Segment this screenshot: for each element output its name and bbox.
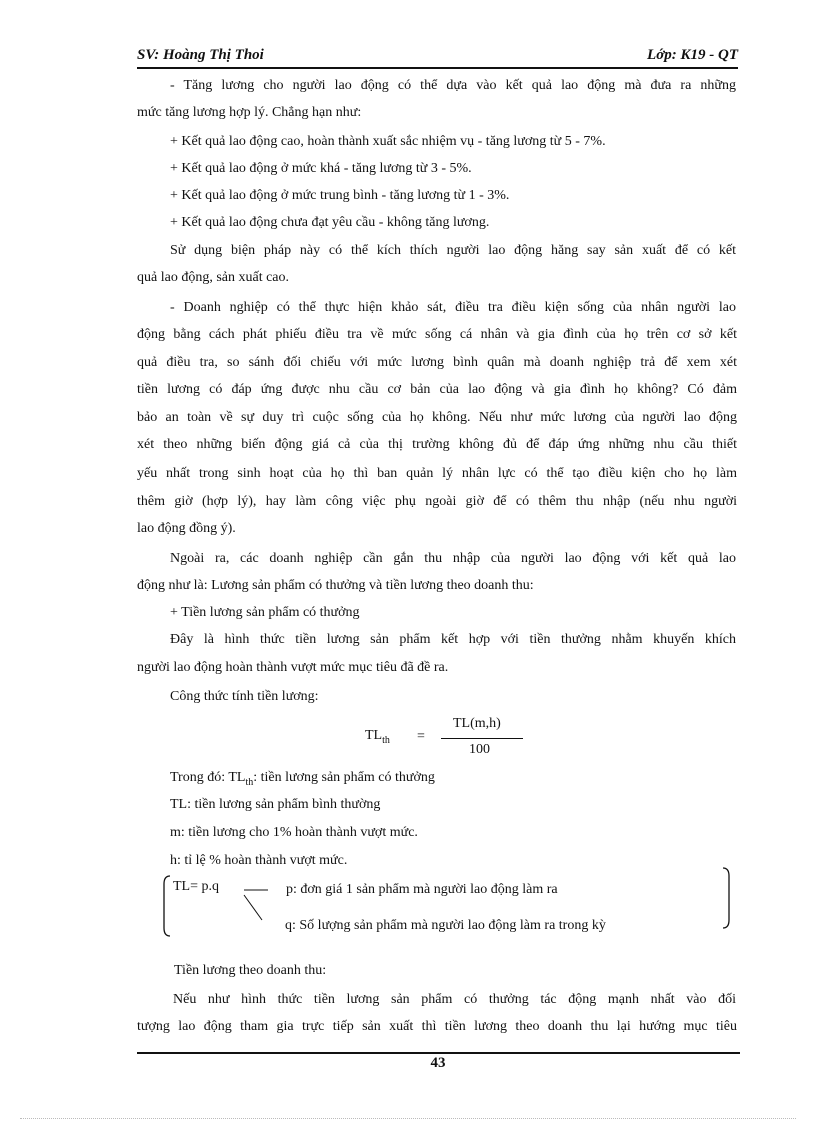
class-label: Lớp: K19 - QT (647, 47, 738, 63)
paragraph-line: bảo an toàn về sự duy trì cuộc sống của họ không. Nếu như mức lương của người lao động (137, 410, 737, 425)
student-name: SV: Hoàng Thị Thoi (137, 47, 264, 63)
paragraph-line: tiền lương có đáp ứng được nhu cầu cơ bản của lao động và gia đình họ không? Có đảm (137, 382, 737, 397)
paragraph-line: lao động đồng ý). (137, 521, 236, 536)
p-definition: p: đơn giá 1 sản phẩm mà người lao động làm ra (286, 882, 558, 897)
definition-line: m: tiền lương cho 1% hoàn thành vượt mức. (170, 825, 418, 840)
paragraph-line: người lao động hoàn thành vượt mức mục tiêu đã đề ra. (137, 660, 449, 675)
paragraph-line: - Tăng lương cho người lao động có thể dựa vào kết quả lao động mà đưa ra những (170, 78, 736, 93)
definition-line: h: tỉ lệ % hoàn thành vượt mức. (170, 853, 348, 868)
left-bracket (164, 876, 170, 936)
list-item: + Kết quả lao động chưa đạt yêu cầu - không tăng lương. (170, 215, 490, 230)
formula-lhs-symbol: TL (365, 728, 383, 743)
section-heading: Tiền lương theo doanh thu: (174, 963, 327, 978)
definition-subscript: th (245, 776, 254, 788)
paragraph-line: động bằng cách phát phiếu điều tra về mức sống cá nhân và gia đình của họ trên cơ sở kết (137, 327, 737, 342)
list-item: + Tiền lương sản phẩm có thưởng (170, 605, 360, 620)
connector-diagonal (244, 895, 262, 920)
formula-numerator: TL(m,h) (453, 716, 501, 731)
paragraph-line: thêm giờ (hợp lý), hay làm công việc phụ ngoài giờ để có thêm thu nhập (nếu nhu người (137, 494, 737, 509)
paragraph-line: Công thức tính tiền lương: (170, 689, 319, 704)
definition-prefix: Trong đó: TL (170, 770, 246, 785)
paragraph-line: Sử dụng biện pháp này có thể kích thích người lao động hăng say sản xuất để có kết (170, 243, 736, 258)
definition-line: TL: tiền lương sản phẩm bình thường (170, 797, 381, 812)
formula-lhs-subscript: th (382, 734, 390, 746)
q-definition: q: Số lượng sản phẩm mà người lao động làm ra trong kỳ (285, 918, 606, 933)
page-edge-dotted-line (20, 1118, 796, 1119)
paragraph-line: mức tăng lương hợp lý. Chẳng hạn như: (137, 105, 362, 120)
page-number: 43 (430, 1055, 446, 1071)
paragraph-line: Ngoài ra, các doanh nghiệp cần gắn thu nhập của người lao động với kết quả lao (170, 551, 736, 566)
formula-denominator: 100 (469, 742, 490, 757)
list-item: + Kết quả lao động ở mức khá - tăng lương từ 3 - 5%. (170, 161, 472, 176)
footer-rule (137, 1052, 740, 1054)
definition-text: : tiền lương sản phẩm có thưởng (253, 770, 435, 785)
list-item: + Kết quả lao động ở mức trung bình - tăng lương từ 1 - 3%. (170, 188, 510, 203)
paragraph-line: Đây là hình thức tiền lương sản phẩm kết hợp với tiền thưởng nhằm khuyến khích (170, 632, 736, 647)
paragraph-line: xét theo những biến động giá cả của thị trường không đủ để đáp ứng những nhu cầu thiết (137, 437, 737, 452)
paragraph-line: quả lao động, sản xuất cao. (137, 270, 290, 285)
paragraph-line: Nếu như hình thức tiền lương sản phẩm có thưởng tác động mạnh nhất vào đối (173, 992, 736, 1007)
tl-formula: TL= p.q (173, 879, 219, 894)
formula-equals: = (417, 729, 425, 744)
paragraph-line: yếu nhất trong sinh hoạt của họ thì ban quản lý nhân lực có thể tạo điều kiện cho họ làm (137, 466, 737, 481)
list-item: + Kết quả lao động cao, hoàn thành xuất sắc nhiệm vụ - tăng lương từ 5 - 7%. (170, 134, 606, 149)
paragraph-line: - Doanh nghiệp có thể thực hiện khảo sát, điều tra điều kiện sống của nhân người lao (170, 300, 736, 315)
paragraph-line: động như là: Lương sản phẩm có thưởng và tiền lương theo doanh thu: (137, 578, 534, 593)
paragraph-line: quả điều tra, so sánh đối chiếu với mức lương bình quân mà doanh nghiệp trả để xem xét (137, 355, 737, 370)
paragraph-line: tượng lao động tham gia trực tiếp sản xuất thì tiền lương theo doanh thu lại hướng mục tiêu (137, 1019, 737, 1034)
